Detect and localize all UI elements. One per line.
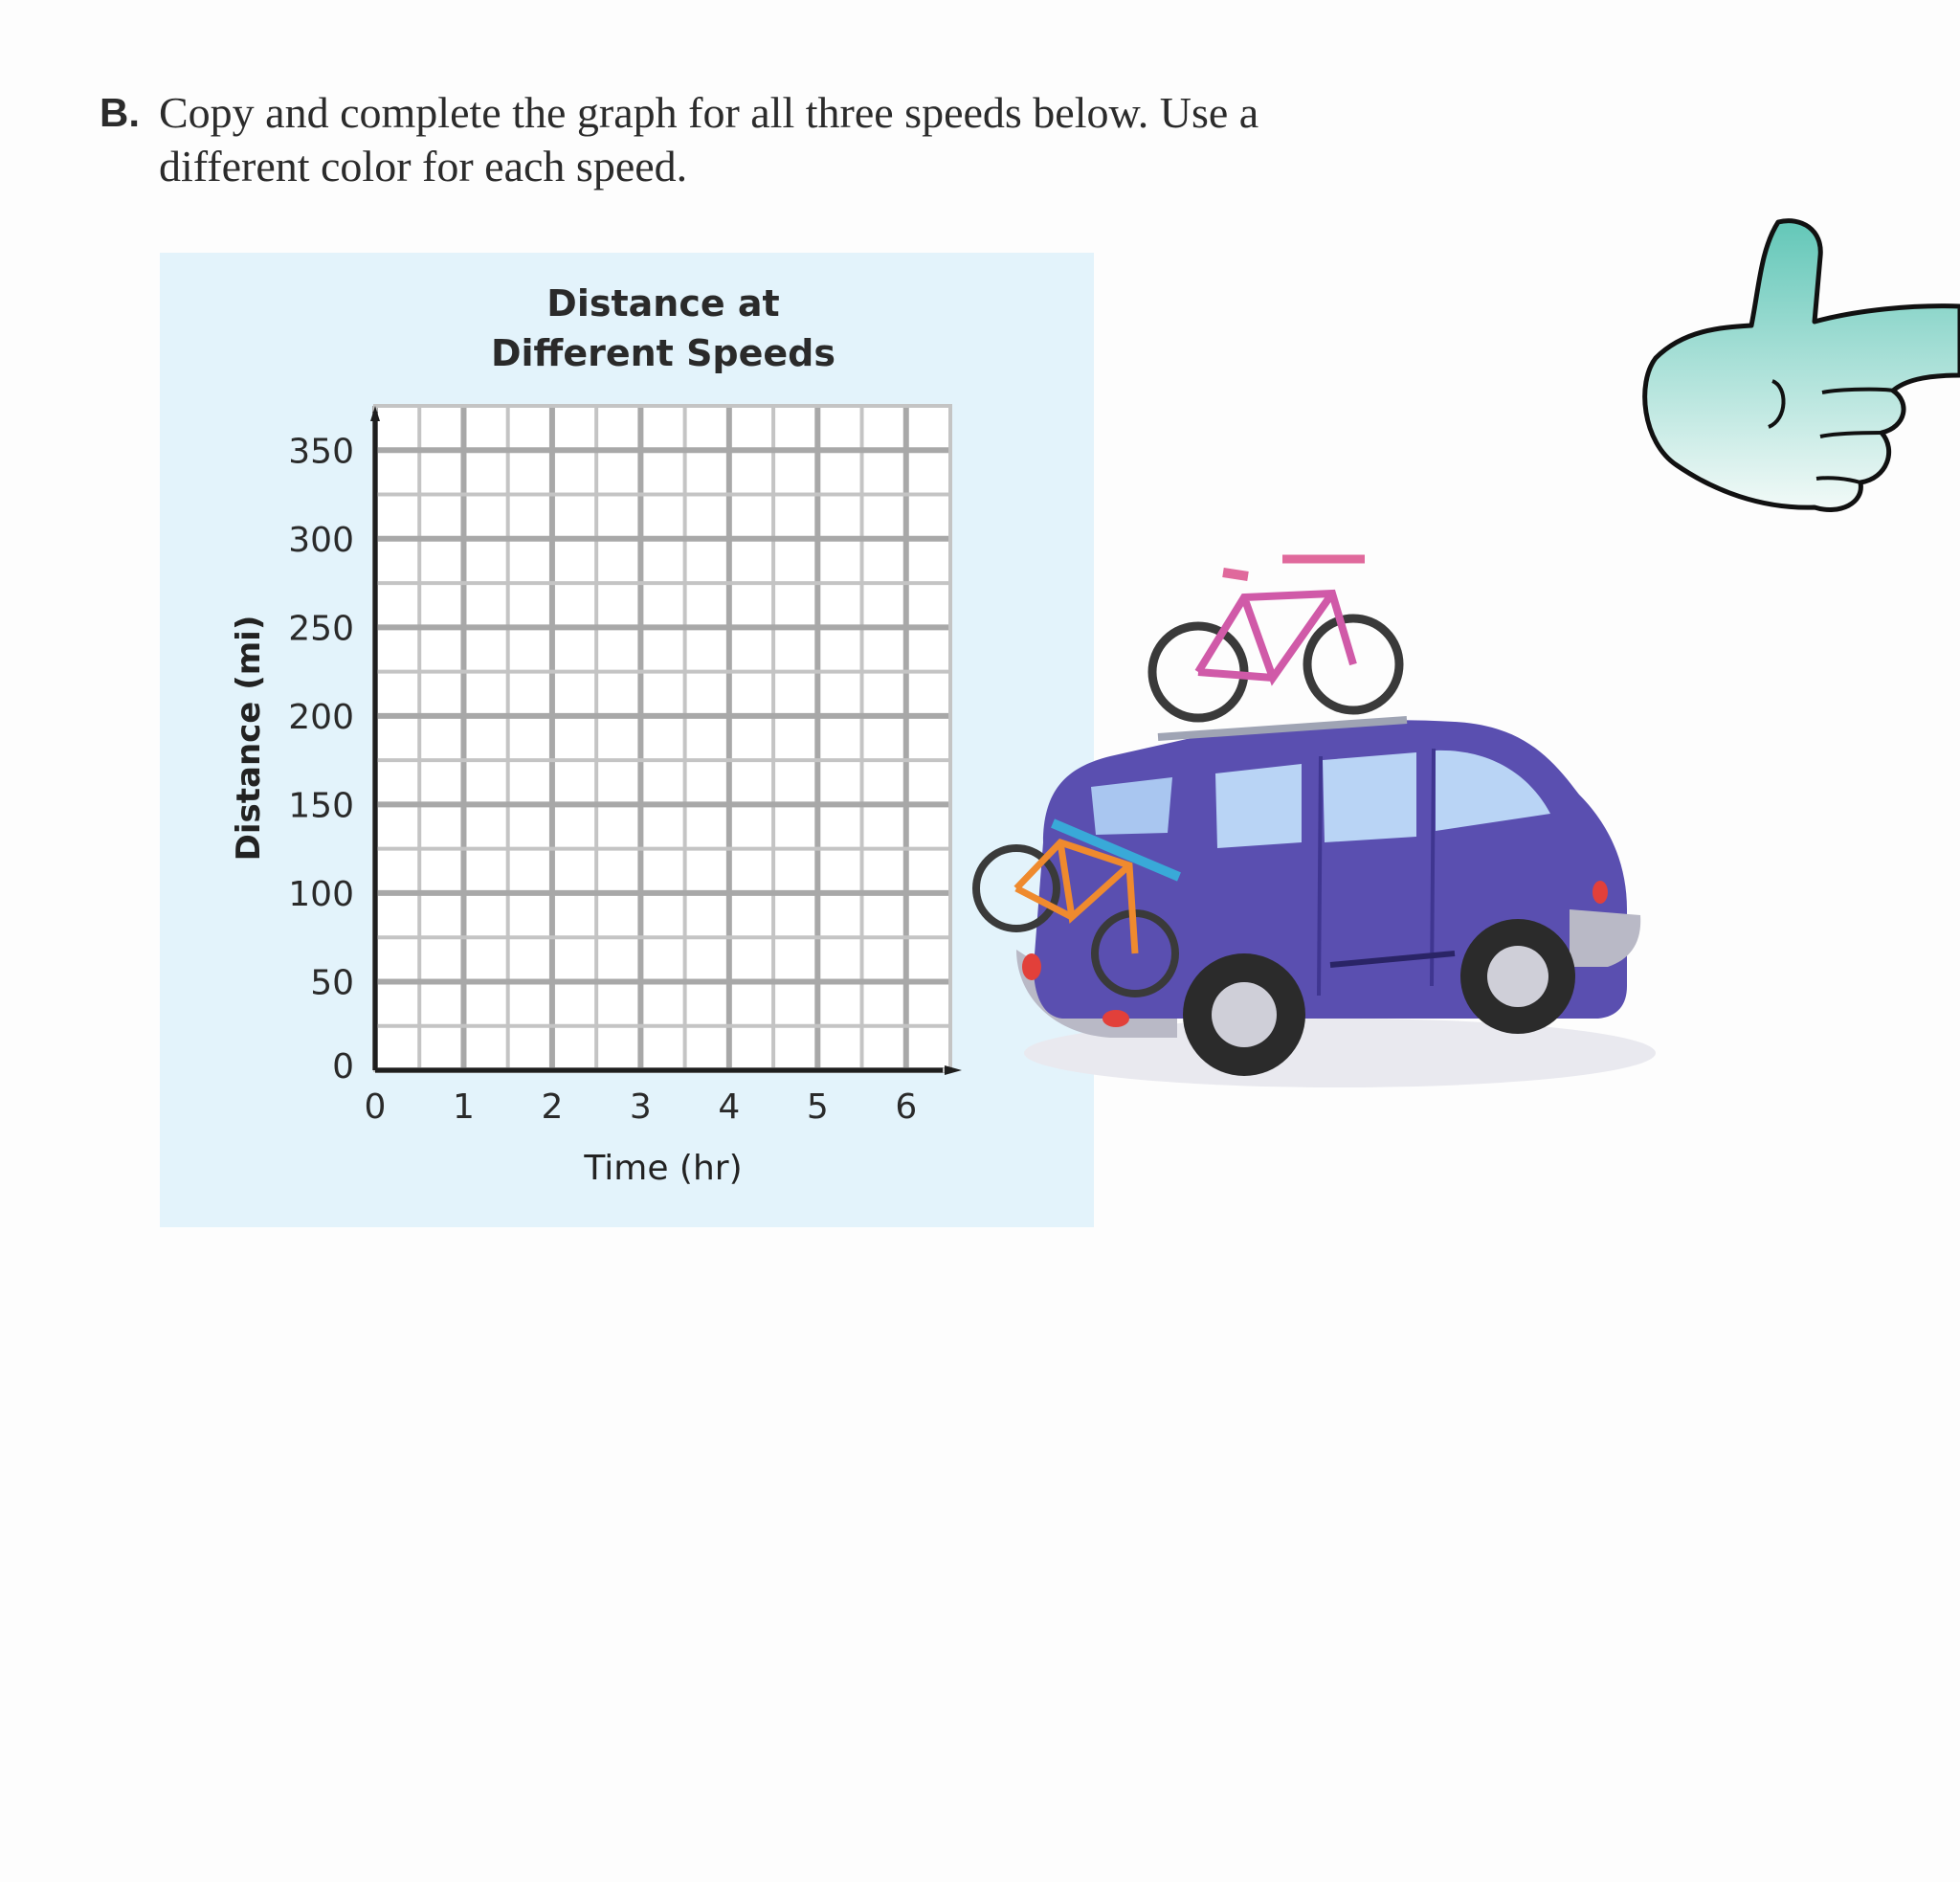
x-tick-label: 1 <box>453 1087 475 1127</box>
y-tick-label: 150 <box>288 786 354 826</box>
y-tick-label: 300 <box>288 520 354 560</box>
chart-title-line-1: Distance at <box>546 282 780 325</box>
y-tick-label: 250 <box>288 609 354 649</box>
y-tick-label: 50 <box>310 963 354 1003</box>
y-tick-label: 200 <box>288 697 354 737</box>
y-tick-label: 100 <box>288 874 354 914</box>
y-tick-label: 350 <box>288 432 354 472</box>
pointing-hand-icon <box>1645 221 1960 510</box>
x-tick-label: 0 <box>364 1087 387 1127</box>
question-label: B. <box>100 90 140 135</box>
x-tick-label: 5 <box>806 1087 829 1127</box>
chart-title-line-2: Different Speeds <box>490 332 836 374</box>
question-text: Copy and complete the graph for all three speeds below. Use a different color for each speed. <box>159 88 1259 190</box>
x-tick-label: 6 <box>895 1087 918 1127</box>
x-tick-label: 4 <box>718 1087 741 1127</box>
car-with-bikes-illustration <box>976 559 1656 1087</box>
y-axis-label: Distance (mi) <box>230 615 268 862</box>
y-tick-label: 0 <box>332 1047 354 1087</box>
x-axis-label: Time (hr) <box>584 1149 743 1188</box>
x-tick-label: 2 <box>541 1087 564 1127</box>
x-tick-label: 3 <box>629 1087 652 1127</box>
